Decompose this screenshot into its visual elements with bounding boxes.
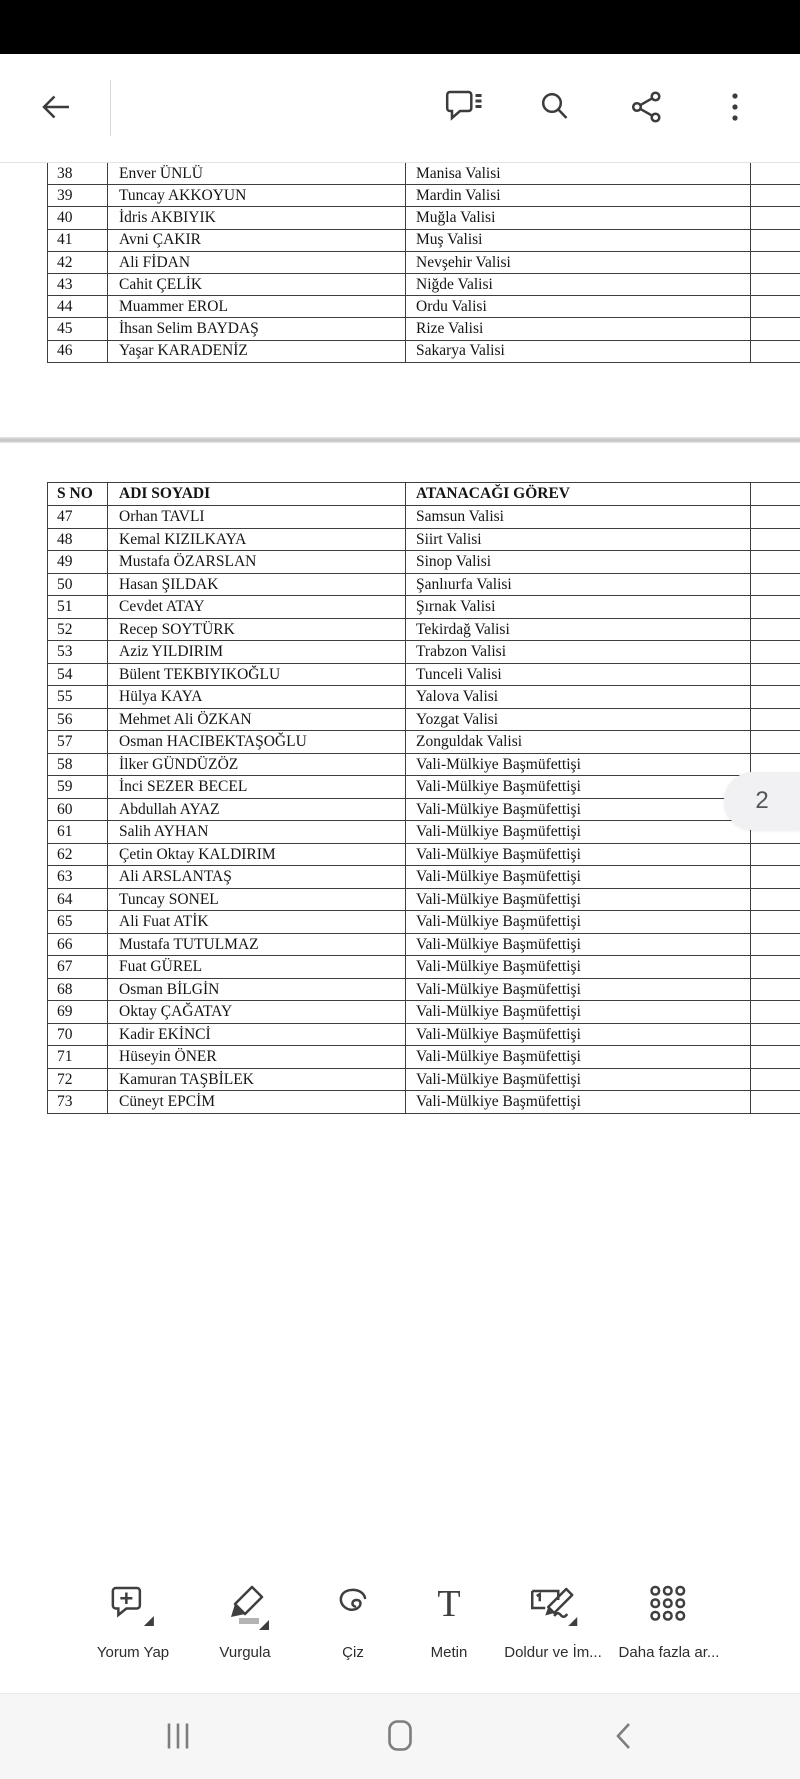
comments-button[interactable]: [433, 54, 497, 162]
status-bar: [0, 0, 800, 54]
cell-role: Yozgat Valisi: [406, 709, 751, 731]
cell-role: Trabzon Valisi: [406, 641, 751, 663]
cell-role: Vali-Mülkiye Başmüfettişi: [406, 1091, 751, 1113]
cell-role: Vali-Mülkiye Başmüfettişi: [406, 1024, 751, 1046]
cell-name: Hüseyin ÖNER: [108, 1046, 406, 1068]
cell-empty: [751, 889, 800, 911]
table-row: [48, 889, 800, 912]
cell-empty: [751, 185, 800, 206]
comment-list-icon: [445, 90, 485, 127]
cell-role: Vali-Mülkiye Başmüfettişi: [406, 889, 751, 911]
search-button[interactable]: [523, 54, 587, 162]
cell-sno: 48: [48, 529, 108, 551]
table-row: [48, 596, 800, 619]
cell-sno: 64: [48, 889, 108, 911]
cell-sno: 59: [48, 776, 108, 798]
cell-empty: [751, 641, 800, 663]
cell-empty: [751, 911, 800, 933]
cell-empty: [751, 318, 800, 339]
cell-sno: 45: [48, 318, 108, 339]
table-body: [48, 506, 800, 1114]
cell-role: Şanlıurfa Valisi: [406, 574, 751, 596]
back-arrow-icon: [38, 89, 74, 128]
cell-sno: 56: [48, 709, 108, 731]
table-row: [48, 641, 800, 664]
cell-empty: [751, 341, 800, 362]
cell-empty: [751, 731, 800, 753]
table-row: [48, 911, 800, 934]
cell-sno: 44: [48, 296, 108, 317]
cell-sno: 71: [48, 1046, 108, 1068]
table-row: [48, 574, 800, 597]
table-row: [48, 230, 800, 252]
cell-empty: [751, 596, 800, 618]
toolbar-divider: [110, 80, 111, 136]
cell-role: Vali-Mülkiye Başmüfettişi: [406, 799, 751, 821]
cell-name: Ali FİDAN: [108, 252, 406, 273]
cell-empty: [751, 574, 800, 596]
cell-role: Vali-Mülkiye Başmüfettişi: [406, 979, 751, 1001]
page-indicator-badge: [724, 772, 800, 830]
cell-empty: [751, 934, 800, 956]
table-row: [48, 731, 800, 754]
cell-role: Nevşehir Valisi: [406, 252, 751, 273]
cell-role: Vali-Mülkiye Başmüfettişi: [406, 934, 751, 956]
tool-text-button[interactable]: [429, 1582, 469, 1660]
back-chevron-icon: [608, 1719, 642, 1756]
cell-sno: 53: [48, 641, 108, 663]
top-toolbar: [0, 54, 800, 163]
cell-role: Vali-Mülkiye Başmüfettişi: [406, 911, 751, 933]
cell-role: Yalova Valisi: [406, 686, 751, 708]
cell-name: Hasan ŞILDAK: [108, 574, 406, 596]
table-row: [48, 821, 800, 844]
pdf-table-partial-clip: [0, 163, 800, 363]
table-header-row: [48, 483, 800, 506]
cell-name: Avni ÇAKIR: [108, 230, 406, 251]
cell-empty: [751, 709, 800, 731]
cell-sno: 61: [48, 821, 108, 843]
cell-name: Orhan TAVLI: [108, 506, 406, 528]
cell-name: Çetin Oktay KALDIRIM: [108, 844, 406, 866]
table-row: [48, 551, 800, 574]
recents-button[interactable]: [133, 1694, 223, 1779]
cell-sno: 51: [48, 596, 108, 618]
table-row: [48, 1024, 800, 1047]
table-row: [48, 506, 800, 529]
back-nav-button[interactable]: [580, 1694, 670, 1779]
cell-role: Tunceli Valisi: [406, 664, 751, 686]
table-row: [48, 1046, 800, 1069]
cell-role: Vali-Mülkiye Başmüfettişi: [406, 776, 751, 798]
cell-empty: [751, 274, 800, 295]
draw-icon: [331, 1582, 375, 1636]
cell-role: Sakarya Valisi: [406, 341, 751, 362]
page-separator: [0, 437, 800, 443]
cell-empty: [751, 866, 800, 888]
share-icon: [630, 90, 664, 127]
cell-empty: [751, 979, 800, 1001]
pdf-table-main: [47, 482, 800, 1114]
header-sno: S NO: [48, 483, 108, 505]
cell-empty: [751, 686, 800, 708]
cell-name: Hülya KAYA: [108, 686, 406, 708]
cell-sno: 65: [48, 911, 108, 933]
table-row: [48, 776, 800, 799]
cell-sno: 70: [48, 1024, 108, 1046]
cell-role: Muğla Valisi: [406, 207, 751, 228]
cell-sno: 43: [48, 274, 108, 295]
cell-name: Tuncay AKKOYUN: [108, 185, 406, 206]
cell-name: İdris AKBIYIK: [108, 207, 406, 228]
cell-sno: 49: [48, 551, 108, 573]
cell-name: Oktay ÇAĞATAY: [108, 1001, 406, 1023]
tool-highlight-button[interactable]: [219, 1582, 271, 1660]
table-row: [48, 619, 800, 642]
more-tools-icon: [647, 1582, 691, 1636]
tool-label: Doldur ve İm...: [504, 1644, 602, 1661]
cell-name: Osman HACIBEKTAŞOĞLU: [108, 731, 406, 753]
cell-empty: [751, 844, 800, 866]
cell-name: İlker GÜNDÜZÖZ: [108, 754, 406, 776]
cell-name: Abdullah AYAZ: [108, 799, 406, 821]
header-name: ADI SOYADI: [108, 483, 406, 505]
cell-role: Vali-Mülkiye Başmüfettişi: [406, 754, 751, 776]
table-row: [48, 252, 800, 274]
home-button[interactable]: [355, 1694, 445, 1779]
cell-name: Muammer EROL: [108, 296, 406, 317]
cell-name: Mustafa TUTULMAZ: [108, 934, 406, 956]
table-row: [48, 686, 800, 709]
cell-empty: [751, 207, 800, 228]
header-empty: [751, 483, 800, 505]
cell-name: Enver ÜNLÜ: [108, 163, 406, 184]
table-row: [48, 529, 800, 552]
back-button[interactable]: [24, 54, 88, 162]
cell-empty: [751, 163, 800, 184]
cell-name: Cüneyt EPCİM: [108, 1091, 406, 1113]
cell-sno: 66: [48, 934, 108, 956]
comment-add-icon: [108, 1582, 158, 1636]
table-row: [48, 844, 800, 867]
cell-role: Rize Valisi: [406, 318, 751, 339]
tool-label: Vurgula: [219, 1644, 271, 1661]
cell-name: Cahit ÇELİK: [108, 274, 406, 295]
cell-name: Ali ARSLANTAŞ: [108, 866, 406, 888]
cell-sno: 62: [48, 844, 108, 866]
home-icon: [383, 1718, 417, 1757]
cell-empty: [751, 1001, 800, 1023]
table-row: [48, 1001, 800, 1024]
table-row: [48, 934, 800, 957]
cell-role: Vali-Mülkiye Başmüfettişi: [406, 956, 751, 978]
cell-role: Vali-Mülkiye Başmüfettişi: [406, 866, 751, 888]
table-row: [48, 956, 800, 979]
cell-role: Tekirdağ Valisi: [406, 619, 751, 641]
table-row: [48, 207, 800, 229]
cell-empty: [751, 529, 800, 551]
table-row: [48, 979, 800, 1002]
text-icon: [429, 1582, 469, 1636]
cell-empty: [751, 230, 800, 251]
highlight-icon: [219, 1582, 271, 1636]
cell-name: Ali Fuat ATİK: [108, 911, 406, 933]
cell-empty: [751, 1091, 800, 1113]
cell-role: Siirt Valisi: [406, 529, 751, 551]
cell-role: Şırnak Valisi: [406, 596, 751, 618]
cell-empty: [751, 1069, 800, 1091]
cell-empty: [751, 1046, 800, 1068]
cell-role: Muş Valisi: [406, 230, 751, 251]
cell-role: Samsun Valisi: [406, 506, 751, 528]
cell-name: İnci SEZER BECEL: [108, 776, 406, 798]
cell-sno: 60: [48, 799, 108, 821]
cell-sno: 42: [48, 252, 108, 273]
cell-empty: [751, 956, 800, 978]
cell-name: Recep SOYTÜRK: [108, 619, 406, 641]
cell-empty: [751, 619, 800, 641]
cell-name: Osman BİLGİN: [108, 979, 406, 1001]
cell-sno: 73: [48, 1091, 108, 1113]
cell-empty: [751, 551, 800, 573]
cell-name: Mehmet Ali ÖZKAN: [108, 709, 406, 731]
tool-fill-sign-button[interactable]: [504, 1582, 602, 1660]
cell-sno: 40: [48, 207, 108, 228]
recents-icon: [161, 1719, 195, 1756]
android-nav-bar: [0, 1693, 800, 1779]
table-row: [48, 799, 800, 822]
cell-sno: 52: [48, 619, 108, 641]
table-row: [48, 866, 800, 889]
table-row: [48, 318, 800, 340]
svg-text:T: T: [437, 1583, 461, 1625]
cell-sno: 50: [48, 574, 108, 596]
table-row: [48, 274, 800, 296]
cell-sno: 58: [48, 754, 108, 776]
cell-name: Kemal KIZILKAYA: [108, 529, 406, 551]
search-icon: [538, 90, 572, 127]
table-row: [48, 185, 800, 207]
annotation-toolbar: [0, 1560, 800, 1693]
table-row: [48, 709, 800, 732]
cell-name: Cevdet ATAY: [108, 596, 406, 618]
cell-name: Kamuran TAŞBİLEK: [108, 1069, 406, 1091]
tool-label: Metin: [430, 1644, 468, 1661]
cell-role: Ordu Valisi: [406, 296, 751, 317]
table-row: [48, 296, 800, 318]
cell-name: Mustafa ÖZARSLAN: [108, 551, 406, 573]
document-viewport[interactable]: [0, 163, 800, 1560]
share-button[interactable]: [615, 54, 679, 162]
cell-role: Niğde Valisi: [406, 274, 751, 295]
header-role: ATANACAĞI GÖREV: [406, 483, 751, 505]
cell-role: Vali-Mülkiye Başmüfettişi: [406, 1001, 751, 1023]
cell-empty: [751, 506, 800, 528]
tool-draw-button[interactable]: [331, 1582, 375, 1660]
cell-role: Vali-Mülkiye Başmüfettişi: [406, 844, 751, 866]
table-row: [48, 1069, 800, 1092]
cell-sno: 38: [48, 163, 108, 184]
cell-sno: 57: [48, 731, 108, 753]
tool-label: Daha fazla ar...: [618, 1644, 720, 1661]
table-row: [48, 341, 800, 363]
cell-name: Bülent TEKBIYIKOĞLU: [108, 664, 406, 686]
tool-label: Çiz: [342, 1644, 364, 1661]
table-row: [48, 163, 800, 185]
page-number: 2: [755, 787, 769, 814]
cell-sno: 63: [48, 866, 108, 888]
cell-role: Mardin Valisi: [406, 185, 751, 206]
cell-sno: 46: [48, 341, 108, 362]
pdf-table-partial: [47, 163, 800, 363]
table-row: [48, 754, 800, 777]
cell-sno: 67: [48, 956, 108, 978]
overflow-menu-icon: [718, 90, 752, 127]
cell-name: İhsan Selim BAYDAŞ: [108, 318, 406, 339]
cell-empty: [751, 252, 800, 273]
cell-name: Yaşar KARADENİZ: [108, 341, 406, 362]
tool-label: Yorum Yap: [96, 1644, 170, 1661]
cell-sno: 47: [48, 506, 108, 528]
fill-sign-icon: [526, 1582, 580, 1636]
overflow-menu-button[interactable]: [703, 54, 767, 162]
cell-sno: 41: [48, 230, 108, 251]
cell-sno: 39: [48, 185, 108, 206]
cell-role: Vali-Mülkiye Başmüfettişi: [406, 1069, 751, 1091]
table-row: [48, 1091, 800, 1114]
cell-role: Vali-Mülkiye Başmüfettişi: [406, 821, 751, 843]
tool-more-button[interactable]: [619, 1582, 720, 1660]
cell-empty: [751, 664, 800, 686]
cell-name: Tuncay SONEL: [108, 889, 406, 911]
cell-sno: 72: [48, 1069, 108, 1091]
cell-role: Manisa Valisi: [406, 163, 751, 184]
cell-name: Fuat GÜREL: [108, 956, 406, 978]
cell-empty: [751, 1024, 800, 1046]
cell-name: Kadir EKİNCİ: [108, 1024, 406, 1046]
cell-role: Vali-Mülkiye Başmüfettişi: [406, 1046, 751, 1068]
cell-name: Salih AYHAN: [108, 821, 406, 843]
cell-name: Aziz YILDIRIM: [108, 641, 406, 663]
cell-sno: 55: [48, 686, 108, 708]
cell-sno: 68: [48, 979, 108, 1001]
tool-comment-button[interactable]: [97, 1582, 169, 1660]
cell-sno: 69: [48, 1001, 108, 1023]
cell-empty: [751, 296, 800, 317]
cell-role: Zonguldak Valisi: [406, 731, 751, 753]
cell-role: Sinop Valisi: [406, 551, 751, 573]
cell-sno: 54: [48, 664, 108, 686]
table-row: [48, 664, 800, 687]
